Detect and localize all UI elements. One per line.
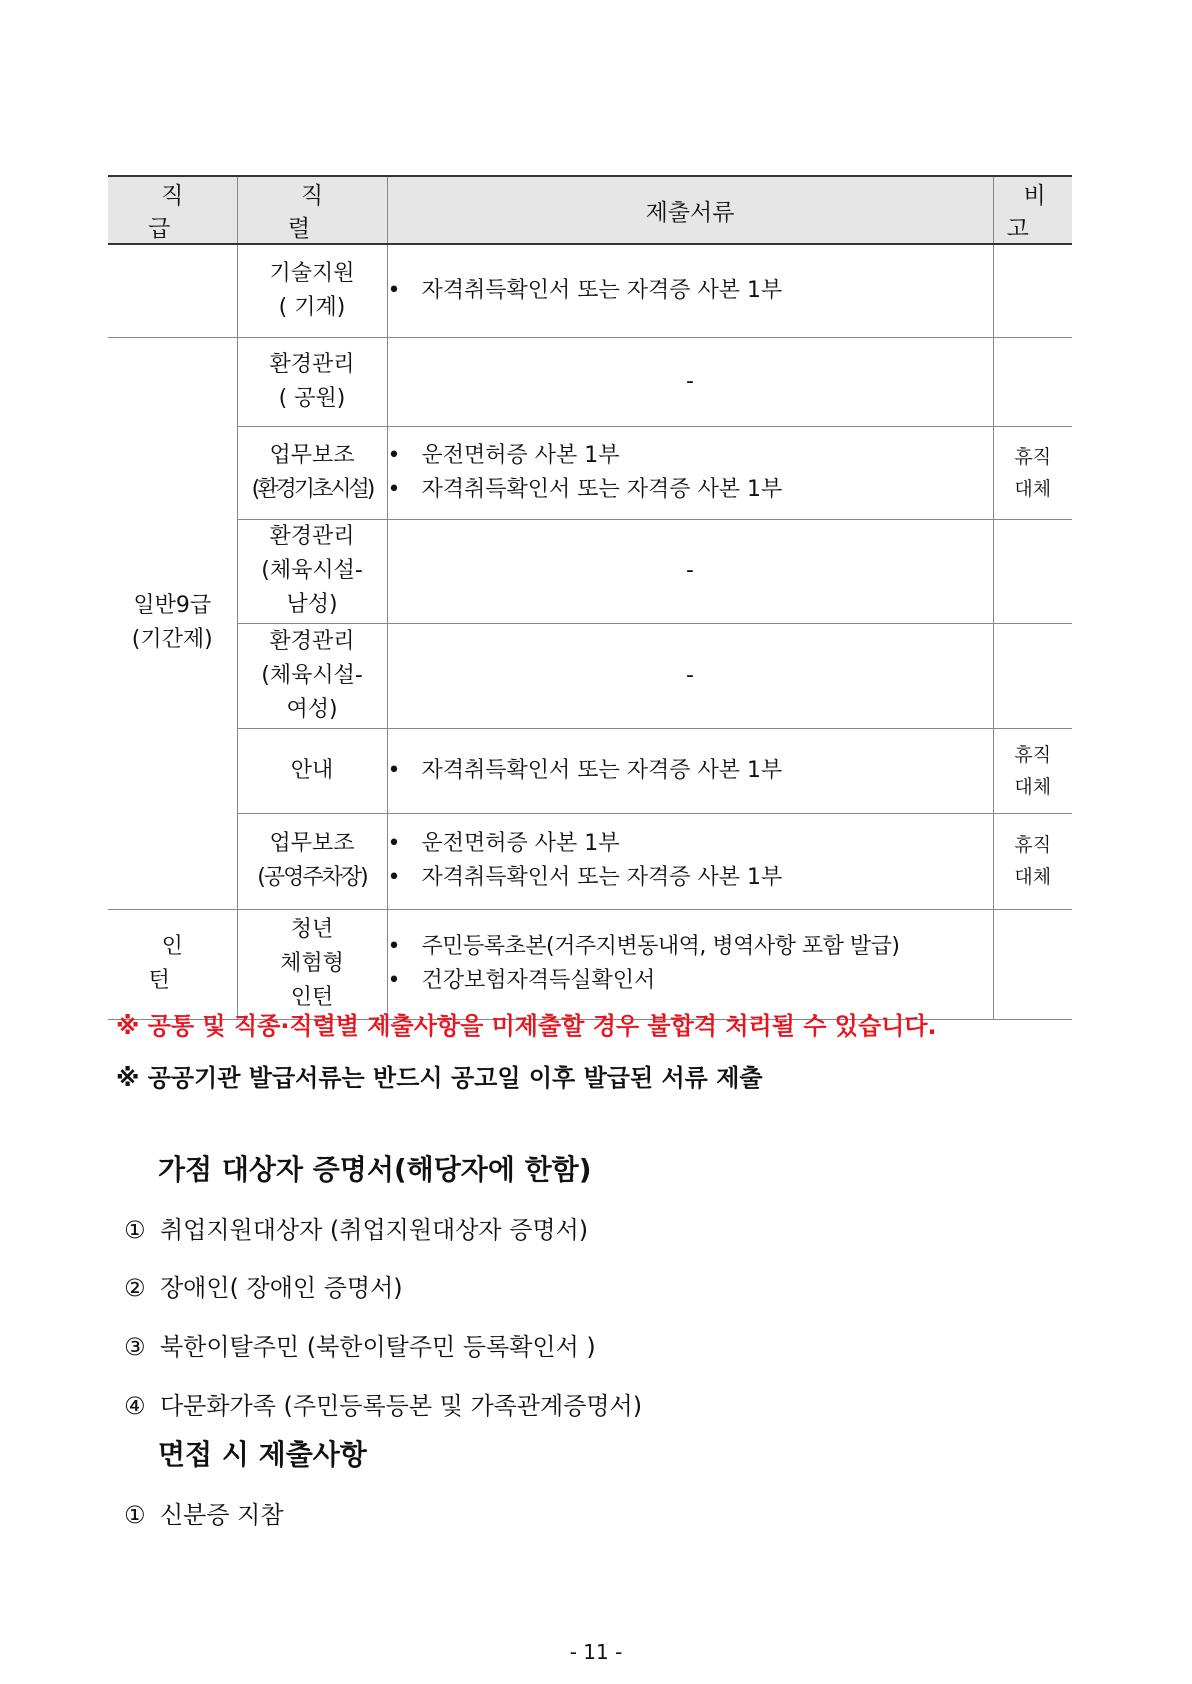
list-item: ② 장애인( 장애인 증명서) — [124, 1274, 403, 1302]
list-item: ③ 북한이탈주민 (북한이탈주민 등록확인서 ) — [124, 1333, 596, 1361]
note-cell — [993, 244, 1072, 337]
table-row — [108, 909, 1072, 1019]
interview-section-title: 면접 시 제출사항 — [158, 1438, 367, 1471]
docs-cell: - — [387, 337, 993, 426]
table-row — [108, 244, 1072, 337]
docs-cell: - — [387, 519, 993, 623]
list-item: ① 신분증 지참 — [124, 1501, 284, 1529]
header-docs: 제출서류 — [387, 176, 993, 244]
docs-cell — [387, 728, 993, 813]
note-cell: 휴직 대체 — [993, 813, 1072, 909]
docs-cell — [387, 909, 993, 1019]
note-cell — [993, 337, 1072, 426]
job-cell: 업무보조 (환경기초시설) — [237, 426, 387, 519]
warning-black: ※ 공공기관 발급서류는 반드시 공고일 이후 발급된 서류 제출 — [116, 1064, 763, 1092]
header-grade: 직 급 — [108, 176, 237, 244]
note-cell — [993, 519, 1072, 623]
job-cell: 업무보조 (공영주차장) — [237, 813, 387, 909]
warning-red: ※ 공통 및 직종·직렬별 제출사항을 미제출할 경우 불합격 처리될 수 있습니다. — [116, 1012, 937, 1040]
note-cell — [993, 909, 1072, 1019]
header-job: 직 렬 — [237, 176, 387, 244]
docs-cell — [387, 813, 993, 909]
job-cell: 청년 체험형 인턴 — [237, 909, 387, 1019]
list-item: ① 취업지원대상자 (취업지원대상자 증명서) — [124, 1216, 589, 1244]
job-cell: 환경관리 ( 공원) — [237, 337, 387, 426]
required-documents-table — [108, 175, 1076, 1020]
note-cell: 휴직 대체 — [993, 728, 1072, 813]
table-row — [108, 728, 1072, 813]
doc-item: • 자격취득확인서 또는 자격증 사본 1부 — [387, 476, 783, 502]
note-cell — [993, 623, 1072, 728]
page-number: - 11 - — [569, 1640, 623, 1664]
docs-cell — [387, 426, 993, 519]
doc-item: • 자격취득확인서 또는 자격증 사본 1부 — [387, 277, 783, 303]
job-cell: 기술지원 ( 기계) — [237, 244, 387, 337]
job-cell: 환경관리 (체육시설- 남성) — [237, 519, 387, 623]
doc-item: • 자격취득확인서 또는 자격증 사본 1부 — [387, 757, 783, 783]
list-item: ④ 다문화가족 (주민등록등본 및 가족관계증명서) — [124, 1392, 643, 1420]
doc-item: • 운전면허증 사본 1부 — [387, 442, 620, 468]
note-cell: 휴직 대체 — [993, 426, 1072, 519]
doc-item: • 주민등록초본(거주지변동내역, 병역사항 포함 발급) — [387, 934, 900, 959]
header-note: 비 고 — [993, 176, 1072, 244]
doc-item: • 자격취득확인서 또는 자격증 사본 1부 — [387, 865, 783, 890]
doc-item: • 운전면허증 사본 1부 — [387, 831, 620, 856]
table-row — [108, 519, 1072, 623]
docs-cell — [387, 244, 993, 337]
bonus-section-title: 가점 대상자 증명서(해당자에 한함) — [158, 1153, 592, 1186]
table-row — [108, 426, 1072, 519]
job-cell: 환경관리 (체육시설- 여성) — [237, 623, 387, 728]
grade-cell-empty — [108, 244, 237, 337]
job-cell: 안내 — [237, 728, 387, 813]
table-header-row — [108, 176, 1072, 244]
docs-cell: - — [387, 623, 993, 728]
grade-cell-intern: 인 턴 — [108, 909, 237, 1019]
table-row — [108, 813, 1072, 909]
table-row — [108, 623, 1072, 728]
doc-item: • 건강보험자격득실확인서 — [387, 968, 656, 993]
grade-cell-general: 일반9급 (기간제) — [108, 337, 237, 909]
table-row — [108, 337, 1072, 426]
